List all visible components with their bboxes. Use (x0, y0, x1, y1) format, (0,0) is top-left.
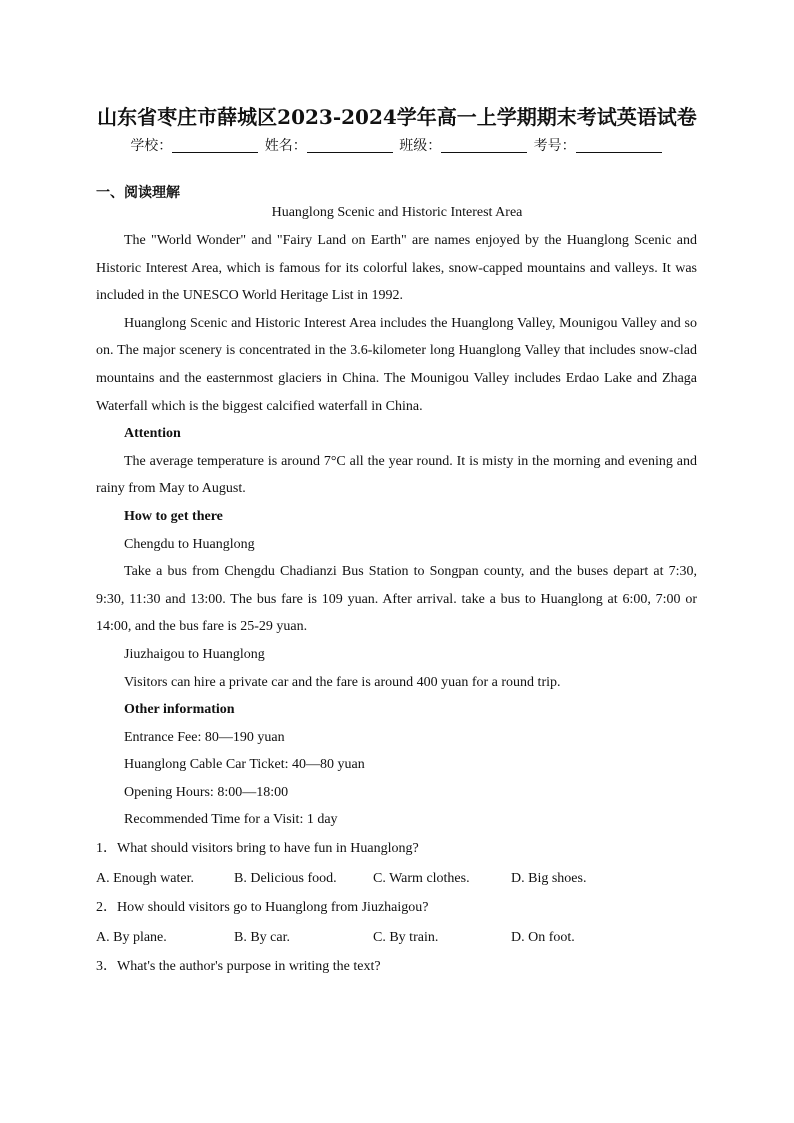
q2-option-b[interactable]: B. By car. (234, 929, 290, 945)
info-entrance-fee: Entrance Fee: 80—190 yuan (124, 729, 285, 745)
q1-option-c[interactable]: C. Warm clothes. (373, 870, 470, 886)
q2-option-a[interactable]: A. By plane. (96, 929, 167, 945)
class-label: 班级： (399, 138, 442, 154)
q2-option-d[interactable]: D. On foot. (511, 929, 575, 945)
exam-number-blank[interactable] (576, 138, 662, 153)
question-2-stem: 2．How should visitors go to Huanglong from Jiuzhaigou? (96, 900, 429, 916)
exam-title: 山东省枣庄市薛城区2023-2024学年高一上学期期末考试英语试卷 (97, 105, 697, 129)
class-blank[interactable] (441, 138, 527, 153)
q2-option-c[interactable]: C. By train. (373, 929, 439, 945)
question-1-options (96, 864, 697, 894)
paragraph-scenery: Huanglong Scenic and Historic Interest Area includes the Huanglong Valley, Mounigou Valley and so on. The major scenery is concentrated in the 3.6-kilometer long Huanglong Valley that includes snow-clad mountains and the easternmost glaciers in China. The Mounigou Valley includes Erdao Lake and Zhaga Waterfall which is the biggest calcified waterfall in China. (96, 315, 697, 414)
passage-body (96, 227, 697, 982)
route-chengdu-heading: Chengdu to Huanglong (124, 536, 255, 552)
exam-number-label: 考号： (533, 138, 576, 154)
attention-text: The average temperature is around 7°C all the year round. It is misty in the morning and evening and rainy from May to August. (96, 453, 697, 497)
attention-heading: Attention (124, 426, 181, 442)
route-jiuzhaigou-heading: Jiuzhaigou to Huanglong (124, 646, 265, 662)
paragraph-intro: The "World Wonder" and "Fairy Land on Earth" are names enjoyed by the Huanglong Scenic and Historic Interest Area, which is famous for its colorful lakes, snow-capped mountains and valleys. It was included in the UNESCO World Heritage List in 1992. (96, 233, 697, 304)
q1-option-d[interactable]: D. Big shoes. (511, 870, 587, 886)
q1-option-a[interactable]: A. Enough water. (96, 870, 194, 886)
student-info-line (0, 135, 794, 155)
name-blank[interactable] (307, 138, 393, 153)
info-opening-hours: Opening Hours: 8:00—18:00 (124, 784, 289, 800)
question-3-stem: 3．What's the author's purpose in writing the text? (96, 959, 381, 975)
how-to-get-there-heading: How to get there (124, 508, 223, 524)
section-heading: 一、阅读理解 (96, 185, 180, 201)
q1-option-b[interactable]: B. Delicious food. (234, 870, 337, 886)
other-info-heading: Other information (124, 702, 235, 718)
info-cable-car: Huanglong Cable Car Ticket: 40—80 yuan (124, 757, 365, 773)
question-1-stem: 1．What should visitors bring to have fun in Huanglong? (96, 841, 419, 857)
info-visit-time: Recommended Time for a Visit: 1 day (124, 812, 338, 828)
route-chengdu-text: Take a bus from Chengdu Chadianzi Bus Station to Songpan county, and the buses depart at 7:30, 9:30, 11:30 and 13:00. The bus fare is 109 yuan. After arrival. take a bus to Huanglong at 6:00, 7:00 or 14:00, and the bus fare is 25-29 yuan. (96, 564, 697, 635)
school-label: 学校： (130, 138, 173, 154)
route-jiuzhaigou-text: Visitors can hire a private car and the fare is around 400 yuan for a round trip. (124, 674, 561, 690)
passage-title: Huanglong Scenic and Historic Interest Area (271, 205, 523, 220)
school-blank[interactable] (172, 138, 258, 153)
question-2-options (96, 923, 697, 953)
name-label: 姓名： (264, 138, 307, 154)
